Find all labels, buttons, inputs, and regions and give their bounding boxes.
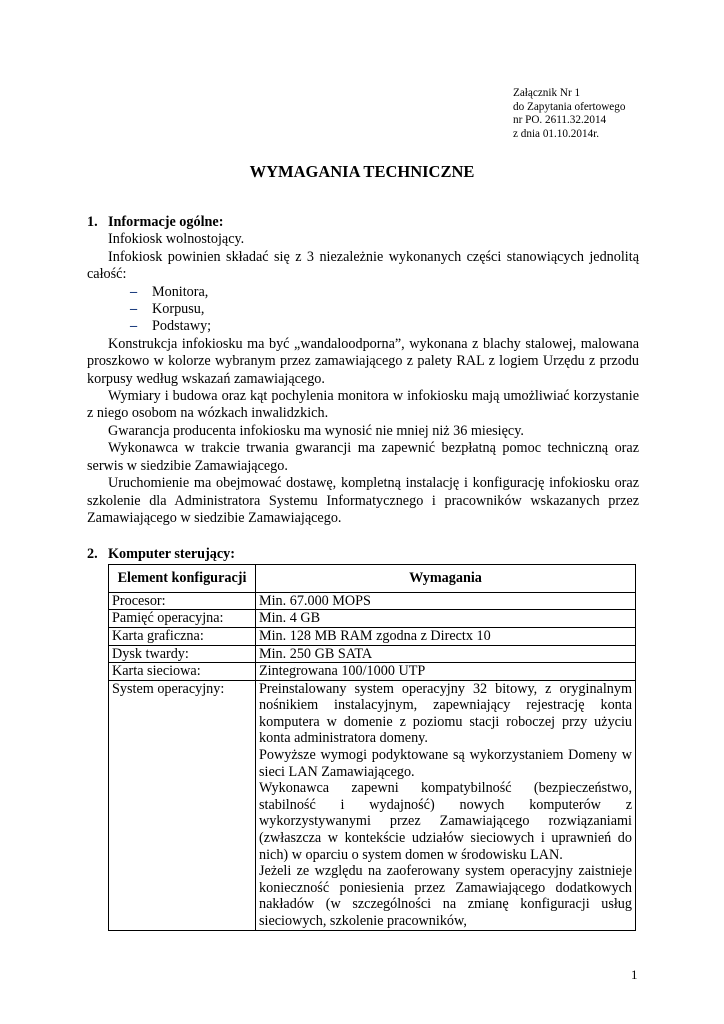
dash-bullet-icon: – [130,283,138,300]
table-header-row [109,564,636,592]
table-cell: System operacyjny: [109,680,256,930]
list-item [130,318,639,335]
table-row [109,610,636,628]
cell-paragraph: Preinstalowany system operacyjny 32 bitowy, z oryginalnym nośnikiem instalacyjnym, zapewniający rejestrację konta komputera w domenie z poziomu stacji roboczej przy użyciu konta administratora domeny. [259,680,632,747]
table-row [109,680,636,930]
cell-paragraph: Powyższe wymogi podyktowane są wykorzystaniem Domeny w sieci LAN Zamawiającego. [259,747,632,780]
document-title: WYMAGANIA TECHNICZNE [249,162,475,181]
table-cell: Min. 250 GB SATA [256,645,636,663]
paragraph: Gwarancja producenta infokiosku ma wynosić nie mniej niż 36 miesięcy. [108,422,524,439]
paragraph: Konstrukcja infokiosku ma być „wandaloodporna”, wykonana z blachy stalowej, malowana proszkowo w kolorze wybranym przez zamawiającego z palety RAL z logiem Urzędu z przodu korpusy według wskazań zamawiającego. [87,335,639,387]
table-cell: Min. 128 MB RAM zgodna z Directx 10 [256,627,636,645]
table-cell: Min. 67.000 MOPS [256,592,636,610]
dash-bullet-icon: – [130,318,138,335]
cell-paragraph: Wykonawca zapewni kompatybilność (bezpieczeństwo, stabilność i wydajność) nowych komputerów z wykorzystywanymi przez Zamawiającego rozwiązaniami (zwłaszcza w kontekście udziałów sieciowych i uprawnień do nich) w oparciu o system domen w środowisku LAN. [259,780,632,863]
paragraph: Infokiosk powinien składać się z 3 niezależnie wykonanych części stanowiących jednolitą całość: [87,248,639,283]
annex-line: Załącznik Nr 1 [513,87,581,99]
dash-bullet-icon: – [130,301,138,318]
cell-paragraph: Jeżeli ze względu na zaoferowany system operacyjny zaistnieje konieczność poniesienia przez Zamawiającego dodatkowych nakładów (w szczególności na zmianę konfiguracji usług sieciowych, szkolenie pracowników, [259,863,632,929]
table-cell: Dysk twardy: [109,645,256,663]
list-item-label: Monitora, [152,283,209,300]
paragraph: Uruchomienie ma obejmować dostawę, kompletną instalację i konfigurację infokiosku oraz szkolenie dla Administratora Systemu Informatycznego i pracowników wskazanych przez Zamawiającego w siedzibie Zamawiającego. [87,475,639,526]
paragraph: Infokiosk wolnostojący. [108,231,245,248]
list-item-label: Podstawy; [152,318,212,335]
list-item [130,284,639,301]
table-cell [256,680,636,930]
annex-line: nr PO. 2611.32.2014 [513,114,607,126]
column-header: Wymagania [256,564,636,592]
column-header: Element konfiguracji [109,564,256,592]
table-cell: Zintegrowana 100/1000 UTP [256,663,636,681]
annex-line: do Zapytania ofertowego [513,100,626,113]
annex-line: z dnia 01.10.2014r. [513,127,600,140]
table-cell: Min. 4 GB [256,610,636,628]
section-heading [87,214,639,231]
table-cell: Karta graficzna: [109,627,256,645]
table-row [109,645,636,663]
section-number: 1. [87,214,98,230]
table-cell: Karta sieciowa: [109,663,256,681]
page-number: 1 [631,967,638,982]
annex-reference [513,87,625,141]
document-body [87,214,639,931]
table-row [109,663,636,681]
section-title: Komputer sterujący: [108,546,236,563]
component-list [87,284,639,336]
section-heading [87,546,639,563]
paragraph: Wykonawca w trakcie trwania gwarancji ma zapewnić bezpłatną pomoc techniczną oraz serwis w siedzibie Zamawiającego. [87,440,639,474]
paragraph: Wymiary i budowa oraz kąt pochylenia monitora w infokiosku mają umożliwiać korzystanie z niego osobom na wózkach inwalidzkich. [87,388,639,422]
table-cell: Pamięć operacyjna: [109,610,256,628]
list-item [130,301,639,318]
list-item-label: Korpusu, [152,301,205,318]
table-cell: Procesor: [109,592,256,610]
section-title: Informacje ogólne: [108,214,224,230]
table-row [109,592,636,610]
section-number: 2. [87,546,98,563]
table-row [109,627,636,645]
requirements-table [108,564,636,931]
